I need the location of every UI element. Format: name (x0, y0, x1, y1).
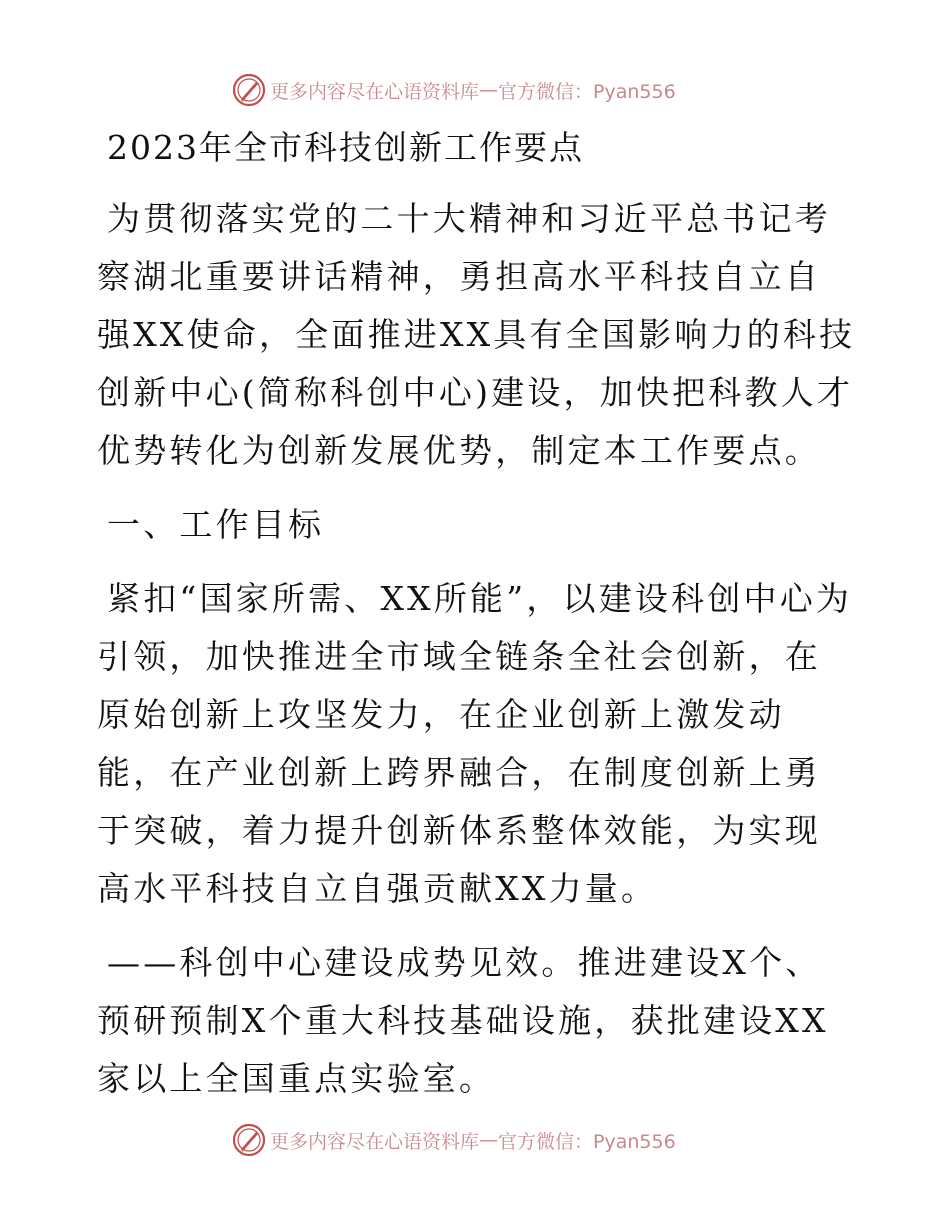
goals-paragraph: 紧扣“国家所需、XX所能”，以建设科创中心为引领，加快推进全市域全链条全社会创新，在原始创新上攻坚发力，在企业创新上激发动能，在产业创新上跨界融合，在制度创新上勇于突破，着力提升创新体系整体效能，为实现高水平科技自立自强贡献XX力量。 (97, 579, 853, 908)
watermark-contact: 官方微信：Pyan556 (498, 80, 676, 103)
quill-logo-icon (232, 1123, 266, 1157)
watermark-brand: 更多内容尽在心语资料库 (270, 80, 480, 103)
section-heading-goals: 一、工作目标 (107, 505, 325, 544)
intro-paragraph: 为贯彻落实党的二十大精神和习近平总书记考察湖北重要讲话精神，勇担高水平科技自立自强XX使命，全面推进XX具有全国影响力的科技创新中心(简称科创中心)建设，加快把科教人才优势转化为创新发展优势，制定本工作要点。 (97, 199, 856, 470)
document-title: 2023年全市科技创新工作要点 (107, 128, 584, 167)
quill-logo-icon (232, 73, 266, 107)
watermark-contact: 官方微信：Pyan556 (498, 1130, 676, 1153)
watermark-brand: 更多内容尽在心语资料库 (270, 1130, 480, 1153)
watermark-separator: — (479, 1129, 499, 1151)
watermark-header (232, 70, 676, 110)
goal-item-1: ——科创中心建设成势见效。推进建设X个、预研预制X个重大科技基础设施，获批建设XX家以上全国重点实验室。 (97, 943, 829, 1098)
document-body (97, 118, 857, 1124)
watermark-separator: — (479, 79, 499, 101)
watermark-footer (232, 1120, 676, 1160)
